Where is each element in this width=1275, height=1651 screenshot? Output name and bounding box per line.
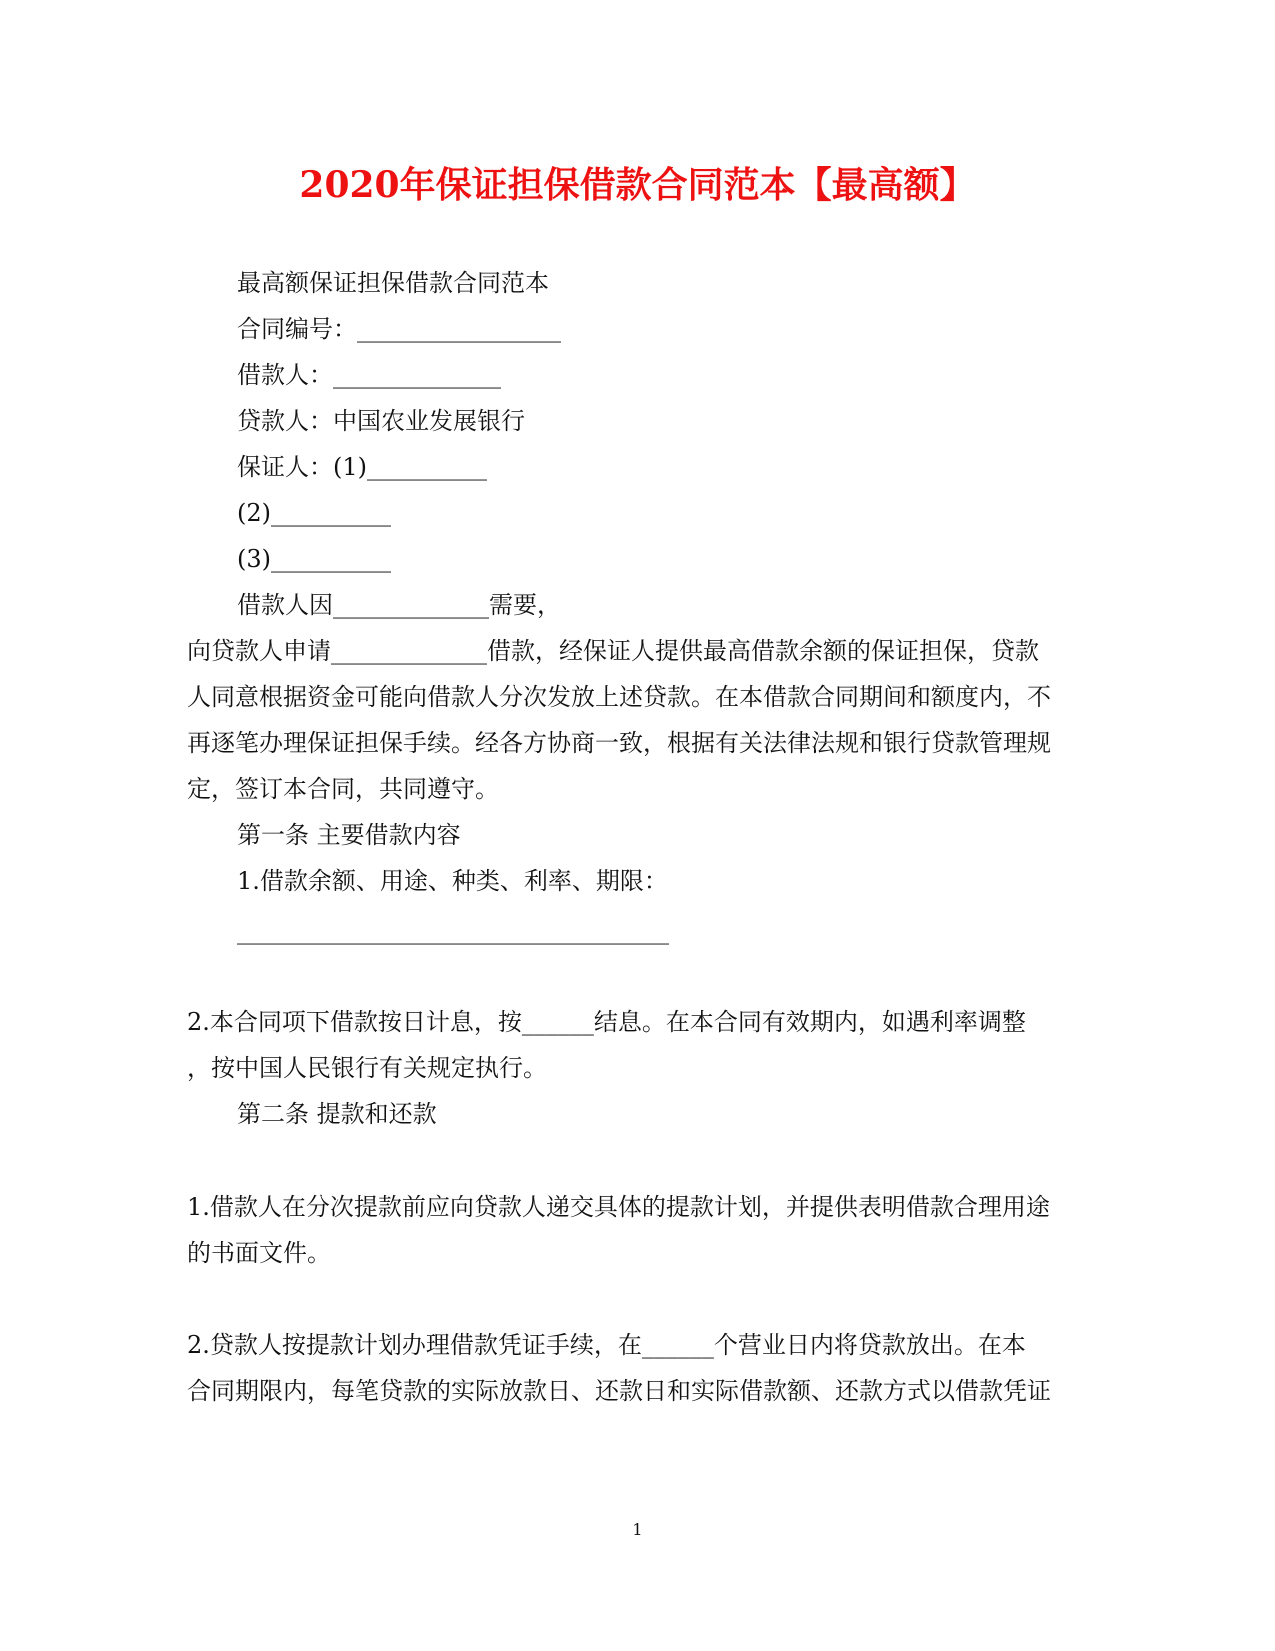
borrower-line: 借款人：______________ xyxy=(237,361,501,389)
guarantor-line-3: (3)__________ xyxy=(237,545,391,573)
clause-line: ，按中国人民银行有关规定执行。 xyxy=(187,1054,547,1082)
contract-heading: 最高额保证担保借款合同范本 xyxy=(237,269,549,297)
clause-line: 2.本合同项下借款按日计息，按______结息。在本合同有效期内，如遇利率调整 xyxy=(187,1008,1026,1036)
clause-line: 的书面文件。 xyxy=(187,1239,331,1267)
blank-line: ____________________________________ xyxy=(237,917,669,945)
page-number: 1 xyxy=(632,1520,643,1539)
paragraph-line: 借款人因_____________需要， xyxy=(237,591,561,619)
lender-line: 贷款人：中国农业发展银行 xyxy=(237,407,525,435)
guarantor-line-1: 保证人：(1)__________ xyxy=(237,453,487,481)
document-title: 2020年保证担保借款合同范本【最高额】 xyxy=(299,164,976,206)
clause-line: 1.借款人在分次提款前应向贷款人递交具体的提款计划，并提供表明借款合理用途 xyxy=(187,1193,1050,1221)
article-2-heading: 第二条 提款和还款 xyxy=(237,1100,437,1128)
paragraph-line: 人同意根据资金可能向借款人分次发放上述贷款。在本借款合同期间和额度内，不 xyxy=(187,683,1051,711)
article-1-heading: 第一条 主要借款内容 xyxy=(237,821,461,849)
paragraph-line: 再逐笔办理保证担保手续。经各方协商一致，根据有关法律法规和银行贷款管理规 xyxy=(187,729,1051,757)
clause-line: 2.贷款人按提款计划办理借款凭证手续，在______个营业日内将贷款放出。在本 xyxy=(187,1331,1026,1359)
paragraph-line: 向贷款人申请_____________借款，经保证人提供最高借款余额的保证担保，贷款 xyxy=(187,637,1039,665)
clause-line: 1.借款余额、用途、种类、利率、期限： xyxy=(237,867,668,895)
contract-number-line: 合同编号：_________________ xyxy=(237,315,561,343)
guarantor-line-2: (2)__________ xyxy=(237,499,391,527)
clause-line: 合同期限内，每笔贷款的实际放款日、还款日和实际借款额、还款方式以借款凭证 xyxy=(187,1377,1051,1405)
paragraph-line: 定，签订本合同，共同遵守。 xyxy=(187,775,499,803)
